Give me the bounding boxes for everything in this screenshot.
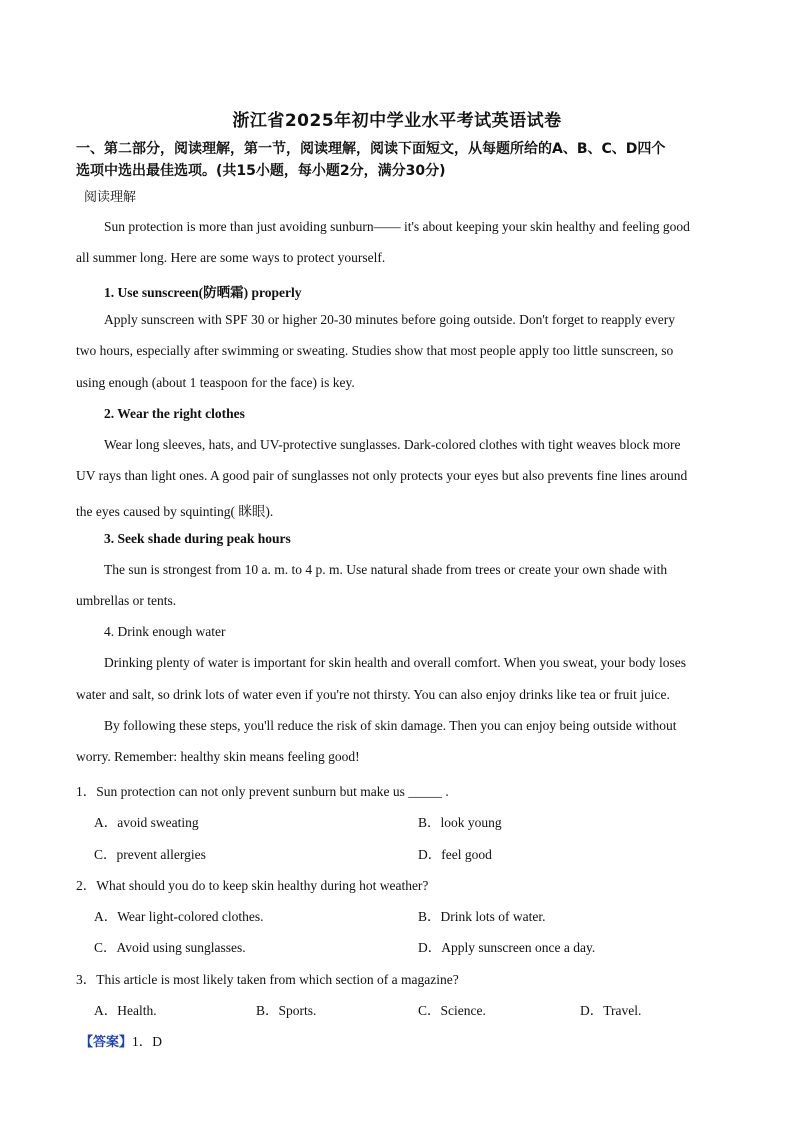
question-stem: 1．Sun protection can not only prevent sunburn but make us _____ . bbox=[76, 784, 449, 799]
passage-line: water and salt, so drink lots of water even if you're not thirsty. You can also enjoy drinks like tea or fruit juice. bbox=[76, 687, 670, 702]
option-d[interactable]: D．Apply sunscreen once a day. bbox=[418, 940, 596, 955]
option-c[interactable]: C．prevent allergies bbox=[94, 847, 206, 862]
passage-heading: 1. Use sunscreen(防晒霜) properly bbox=[104, 285, 302, 300]
option-d[interactable]: D．feel good bbox=[418, 847, 492, 862]
passage-line: the eyes caused by squinting( 眯眼). bbox=[76, 504, 274, 519]
option-b[interactable]: B．Sports. bbox=[256, 1003, 317, 1018]
option-c[interactable]: C．Science. bbox=[418, 1003, 486, 1018]
passage-line: using enough (about 1 teaspoon for the face) is key. bbox=[76, 375, 355, 390]
question-stem: 3．This article is most likely taken from which section of a magazine? bbox=[76, 972, 459, 987]
passage-line: Wear long sleeves, hats, and UV-protective sunglasses. Dark-colored clothes with tight weaves block more bbox=[104, 437, 681, 452]
passage-heading: 4. Drink enough water bbox=[104, 624, 226, 639]
passage-line: Apply sunscreen with SPF 30 or higher 20-30 minutes before going outside. Don't forget to reapply every bbox=[104, 312, 675, 327]
option-b[interactable]: B．look young bbox=[418, 815, 502, 830]
answer-text: 1．D bbox=[132, 1034, 163, 1049]
passage-line: all summer long. Here are some ways to protect yourself. bbox=[76, 250, 386, 265]
passage-heading: 2. Wear the right clothes bbox=[104, 406, 245, 421]
passage-line: worry. Remember: healthy skin means feeling good! bbox=[76, 749, 360, 764]
instruction-line-1: 一、第二部分，阅读理解，第一节，阅读理解，阅读下面短文，从每题所给的A、B、C、D四个 bbox=[76, 141, 666, 157]
option-b[interactable]: B．Drink lots of water. bbox=[418, 909, 546, 924]
instruction-line-2: 选项中选出最佳选项。(共15小题，每小题2分，满分30分) bbox=[76, 163, 446, 179]
passage-line: The sun is strongest from 10 a. m. to 4 p. m. Use natural shade from trees or create your own shade with bbox=[104, 562, 668, 577]
passage-heading: 3. Seek shade during peak hours bbox=[104, 531, 291, 546]
section-label: 阅读理解 bbox=[84, 190, 137, 205]
option-c[interactable]: C．Avoid using sunglasses. bbox=[94, 940, 246, 955]
option-a[interactable]: A．Health. bbox=[94, 1003, 157, 1018]
passage-line: UV rays than light ones. A good pair of sunglasses not only protects your eyes but also prevents fine lines around bbox=[76, 468, 688, 483]
answer-line bbox=[80, 1030, 162, 1050]
passage-line: Drinking plenty of water is important for skin health and overall comfort. When you sweat, your body loses bbox=[104, 655, 686, 670]
passage-line: By following these steps, you'll reduce the risk of skin damage. Then you can enjoy being outside without bbox=[104, 718, 677, 733]
option-a[interactable]: A．Wear light-colored clothes. bbox=[94, 909, 264, 924]
option-a[interactable]: A．avoid sweating bbox=[94, 815, 199, 830]
question-stem: 2．What should you do to keep skin healthy during hot weather? bbox=[76, 878, 429, 893]
passage-line: two hours, especially after swimming or sweating. Studies show that most people apply too little sunscreen, so bbox=[76, 343, 674, 358]
passage-line: umbrellas or tents. bbox=[76, 593, 177, 608]
answer-tag: 【答案】 bbox=[80, 1035, 133, 1050]
option-d[interactable]: D．Travel. bbox=[580, 1003, 642, 1018]
page-title: 浙江省2025年初中学业水平考试英语试卷 bbox=[232, 111, 562, 131]
passage-line: Sun protection is more than just avoiding sunburn—— it's about keeping your skin healthy and feeling good bbox=[104, 219, 690, 234]
